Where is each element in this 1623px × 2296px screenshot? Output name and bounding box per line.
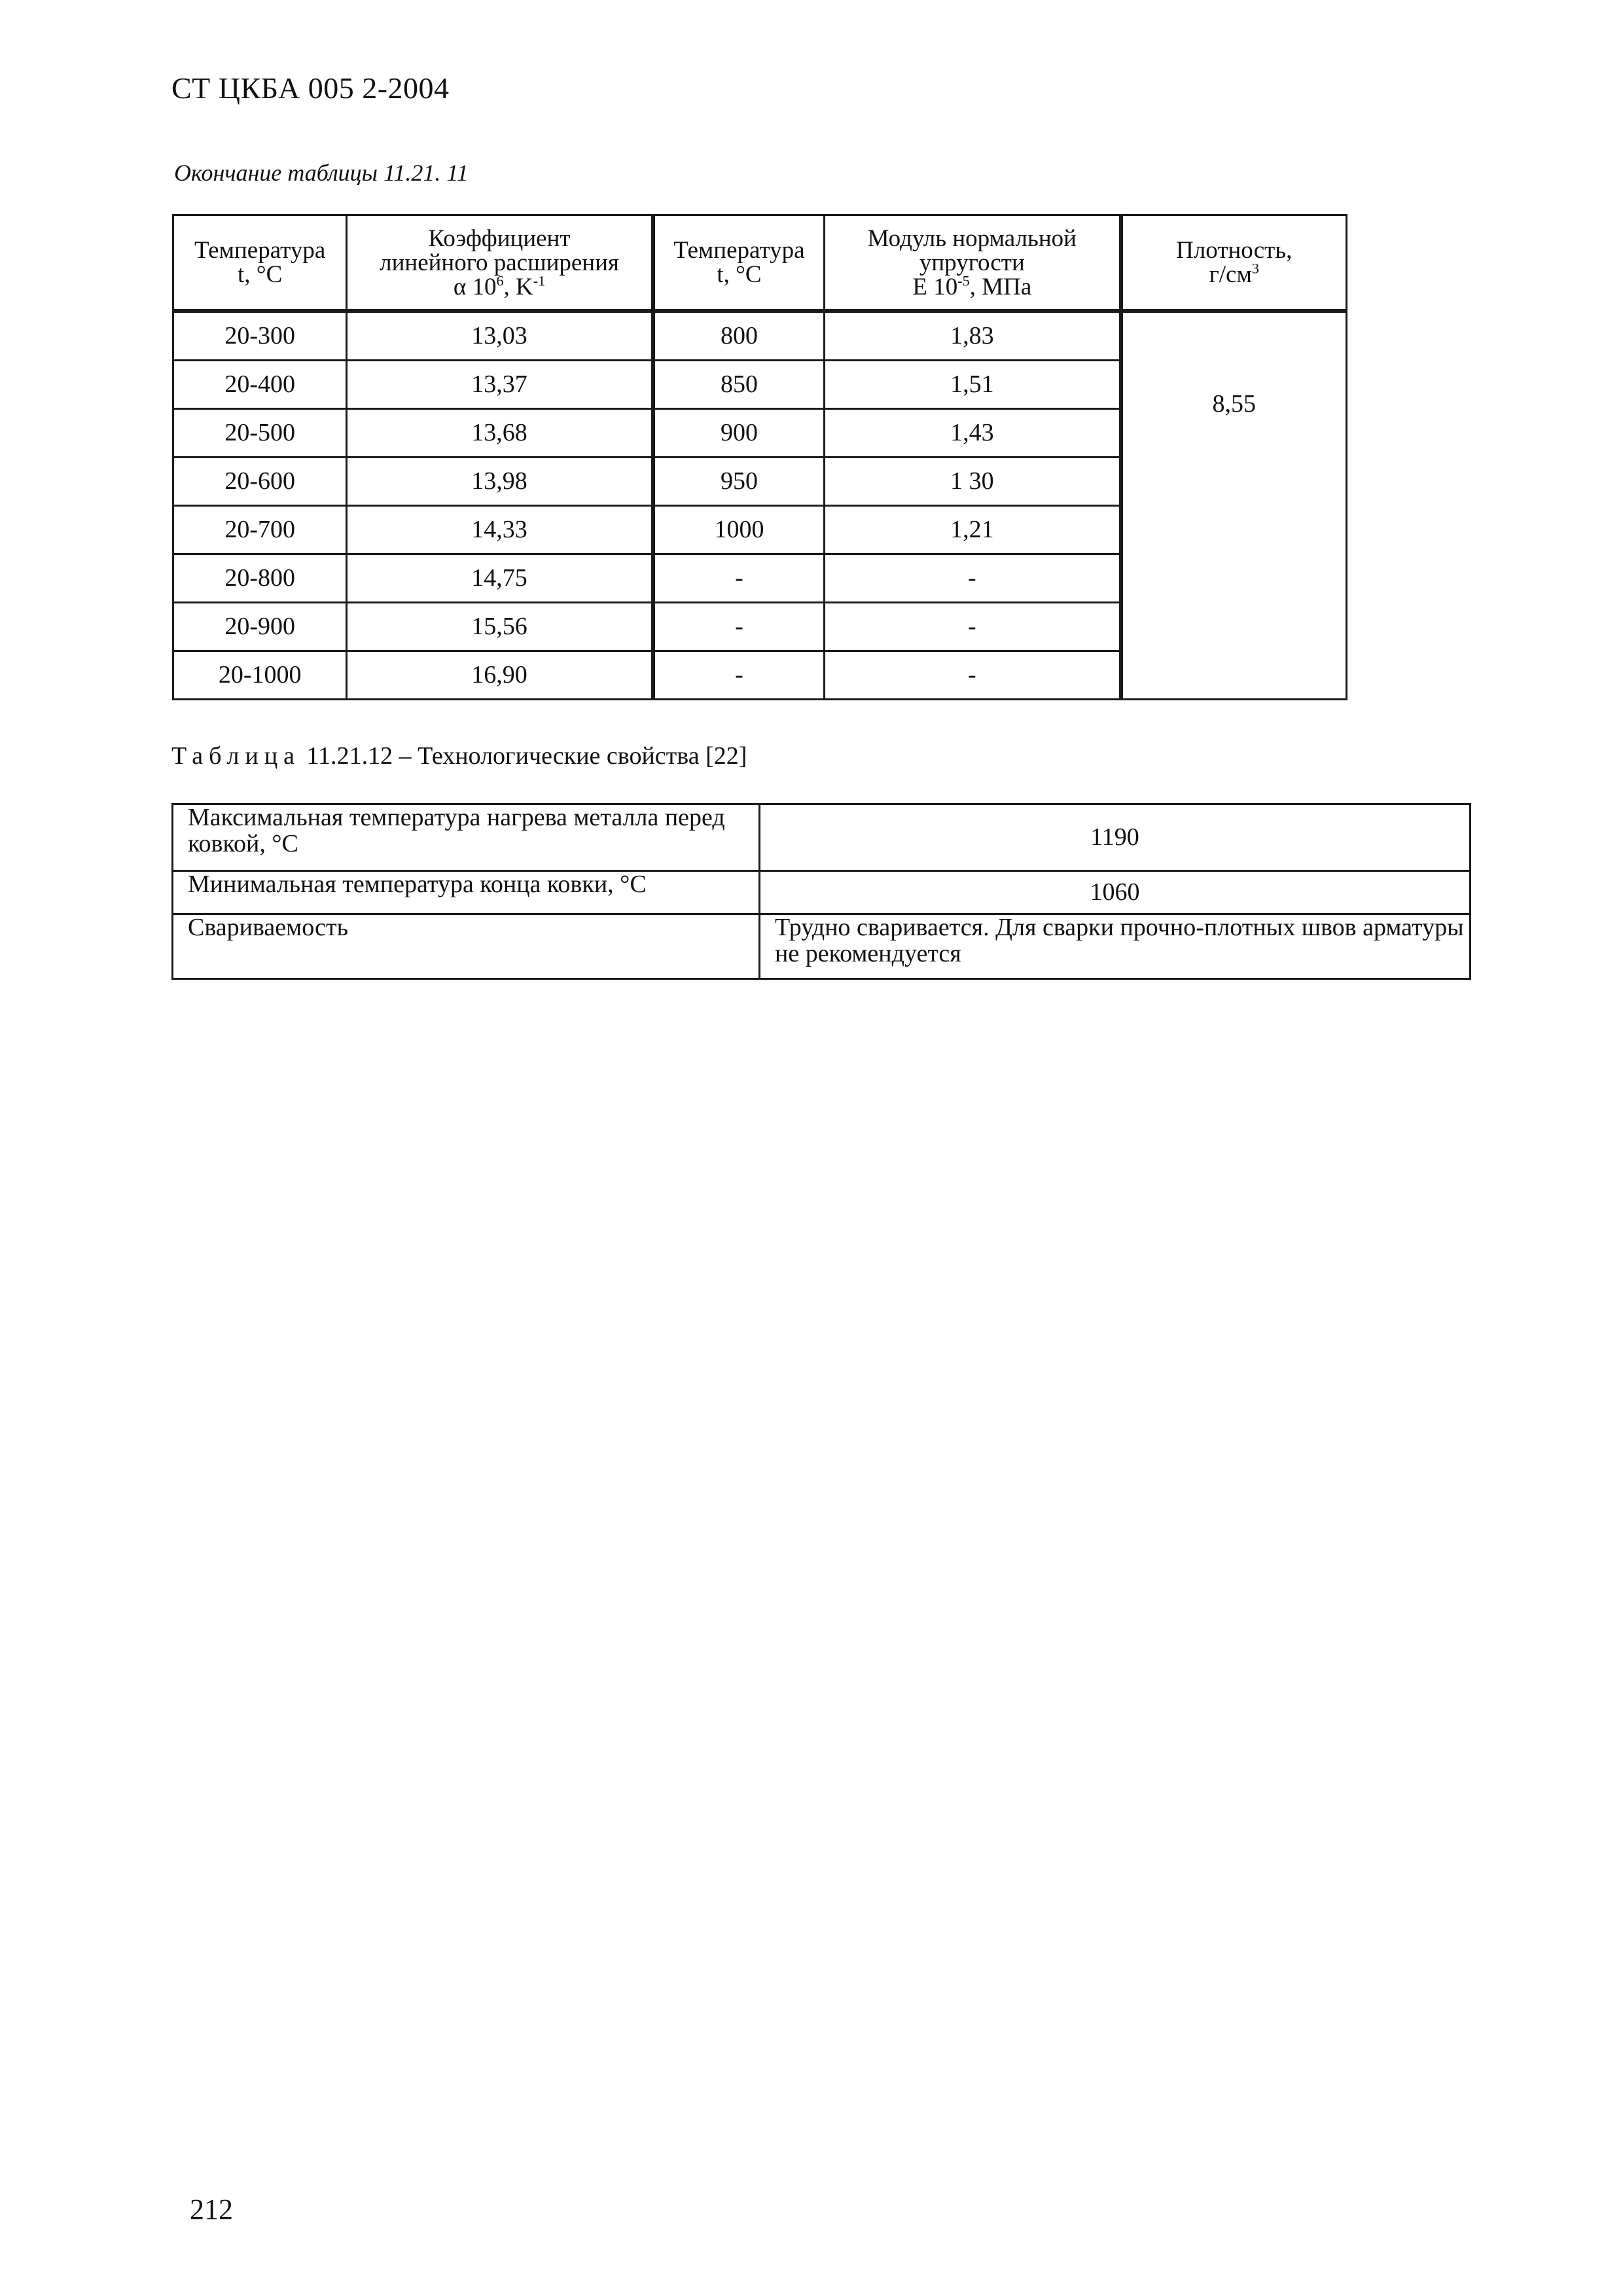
page-number: 212 <box>190 2193 233 2225</box>
cell-elastic-modulus: 1,21 <box>825 506 1121 554</box>
cell-temperature-range: 20-800 <box>173 554 347 603</box>
cell-elastic-modulus: - <box>825 603 1121 651</box>
cell-expansion-coefficient: 13,98 <box>347 457 653 506</box>
header-temperature-range: Температура t, °C <box>173 215 347 312</box>
cell-elastic-modulus: 1,51 <box>825 361 1121 409</box>
header-expansion-coefficient: Коэффициент линейного расширения α $10^6$, $K^{-1}$ <box>347 215 653 312</box>
cell-elastic-modulus: 1,83 <box>825 311 1121 361</box>
cell-elastic-modulus: - <box>825 554 1121 603</box>
table-title-text: 11.21.12 – Технологические свойства [22] <box>306 742 747 770</box>
cell-temperature-range: 20-600 <box>173 457 347 506</box>
cell-elastic-modulus: 1 30 <box>825 457 1121 506</box>
table-header-row <box>173 215 1347 312</box>
cell-temperature: 1000 <box>653 506 825 554</box>
cell-temperature: 800 <box>653 311 825 361</box>
cell-expansion-coefficient: 15,56 <box>347 603 653 651</box>
table-row <box>173 871 1471 914</box>
cell-property-value: 1190 <box>760 804 1471 871</box>
cell-temperature-range: 20-900 <box>173 603 347 651</box>
table-continuation-caption: Окончание таблицы 11.21. 11 <box>174 160 469 186</box>
table-title <box>171 742 747 770</box>
cell-property-value: Трудно сваривается. Для сварки прочно-плотных швов арматуры не рекомендуется <box>760 914 1471 979</box>
cell-density: 8,55 <box>1121 311 1347 700</box>
properties-table <box>172 214 1347 700</box>
cell-temperature-range: 20-500 <box>173 409 347 457</box>
cell-temperature: - <box>653 603 825 651</box>
cell-expansion-coefficient: 14,33 <box>347 506 653 554</box>
table-row <box>173 914 1471 979</box>
cell-expansion-coefficient: 13,03 <box>347 311 653 361</box>
cell-elastic-modulus: 1,43 <box>825 409 1121 457</box>
cell-temperature: 900 <box>653 409 825 457</box>
cell-temperature: - <box>653 554 825 603</box>
cell-property-label: Свариваемость <box>173 914 760 979</box>
cell-property-value: 1060 <box>760 871 1471 914</box>
table-title-word: Таблица <box>171 742 301 770</box>
cell-expansion-coefficient: 14,75 <box>347 554 653 603</box>
cell-temperature-range: 20-400 <box>173 361 347 409</box>
cell-expansion-coefficient: 13,37 <box>347 361 653 409</box>
header-temperature: Температура t, °C <box>653 215 825 312</box>
cell-property-label: Максимальная температура нагрева металла перед ковкой, °C <box>173 804 760 871</box>
cell-elastic-modulus: - <box>825 651 1121 700</box>
cell-temperature-range: 20-1000 <box>173 651 347 700</box>
cell-temperature: 850 <box>653 361 825 409</box>
header-density: Плотность, $г/см^3$ <box>1121 215 1347 312</box>
cell-property-label: Минимальная температура конца ковки, °C <box>173 871 760 914</box>
cell-temperature: 950 <box>653 457 825 506</box>
document-code: СТ ЦКБА 005 2-2004 <box>171 71 450 105</box>
cell-temperature-range: 20-700 <box>173 506 347 554</box>
cell-expansion-coefficient: 13,68 <box>347 409 653 457</box>
table-row <box>173 804 1471 871</box>
table-row <box>173 311 1347 361</box>
header-elastic-modulus: Модуль нормальной упругости E $10^{-5}$, МПа <box>825 215 1121 312</box>
cell-temperature-range: 20-300 <box>173 311 347 361</box>
cell-temperature: - <box>653 651 825 700</box>
cell-expansion-coefficient: 16,90 <box>347 651 653 700</box>
technological-properties-table <box>171 803 1471 980</box>
